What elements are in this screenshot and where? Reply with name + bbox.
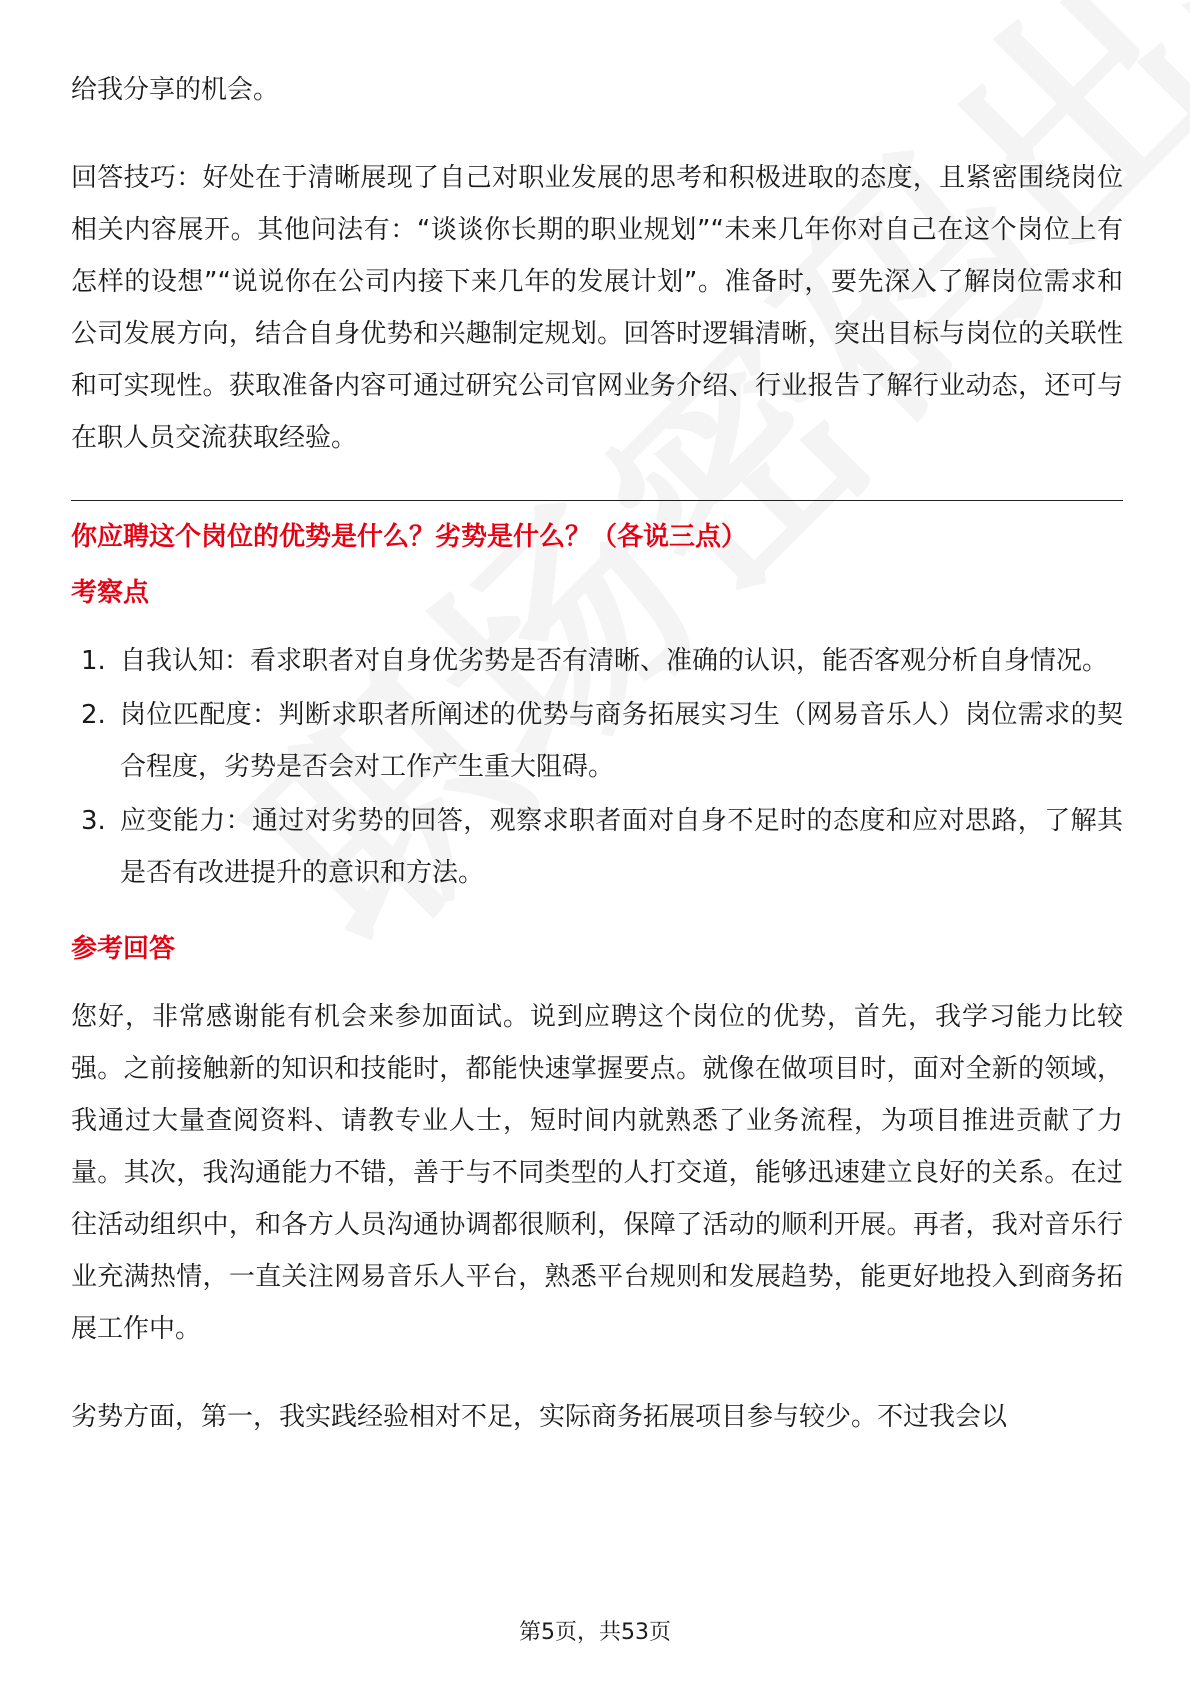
page-footer: 第5页，共53页 xyxy=(519,1620,671,1645)
question-title: 你应聘这个岗位的优势是什么？劣势是什么？（各说三点） xyxy=(71,522,748,552)
answer-paragraph: 您好，非常感谢能有机会来参加面试。说到应聘这个岗位的优势，首先，我学习能力比较强。之前接触新的知识和技能时，都能快速掌握要点。就像在做项目时，面对全新的领域，我通过大量查阅资料、请教专业人士，短时间内就熟悉了业务流程，为项目推进贡献了力量。其次，我沟通能力不错，善于与不同类型的人打交道，能够迅速建立良好的关系。在过往活动组织中，和各方人员沟通协调都很顺利，保障了活动的顺利开展。再者，我对音乐行业充满热情，一直关注网易音乐人平台，熟悉平台规则和发展趋势，能更好地投入到商务拓展工作中。 xyxy=(71,1002,1123,1344)
intro-end-paragraph: 给我分享的机会。 xyxy=(71,75,280,105)
document-body xyxy=(71,64,1123,1443)
section-divider xyxy=(71,500,1123,501)
list-number: 3. xyxy=(81,806,106,836)
list-item xyxy=(71,795,1123,899)
answer-heading: 参考回答 xyxy=(71,934,176,964)
list-text: 应变能力：通过对劣势的回答，观察求职者面对自身不足时的态度和应对思路，了解其是否有改进提升的意识和方法。 xyxy=(120,806,1123,888)
focus-points-list xyxy=(71,635,1123,899)
list-number: 2. xyxy=(81,700,106,730)
list-text: 自我认知：看求职者对自身优劣势是否有清晰、准确的认识，能否客观分析自身情况。 xyxy=(120,646,1109,676)
answer-paragraph-continued: 劣势方面，第一，我实践经验相对不足，实际商务拓展项目参与较少。不过我会以 xyxy=(71,1402,1008,1432)
list-item xyxy=(71,689,1123,793)
tips-paragraph: 回答技巧：好处在于清晰展现了自己对职业发展的思考和积极进取的态度，且紧密围绕岗位相关内容展开。其他问法有：“谈谈你长期的职业规划”“未来几年你对自己在这个岗位上有怎样的设想”“说说你在公司内接下来几年的发展计划”。准备时，要先深入了解岗位需求和公司发展方向，结合自身优势和兴趣制定规划。回答时逻辑清晰，突出目标与岗位的关联性和可实现性。获取准备内容可通过研究公司官网业务介绍、行业报告了解行业动态，还可与在职人员交流获取经验。 xyxy=(71,163,1123,453)
list-item xyxy=(71,635,1123,687)
focus-heading: 考察点 xyxy=(71,578,150,608)
list-text: 岗位匹配度：判断求职者所阐述的优势与商务拓展实习生（网易音乐人）岗位需求的契合程度，劣势是否会对工作产生重大阻碍。 xyxy=(120,700,1123,782)
list-number: 1. xyxy=(81,646,106,676)
